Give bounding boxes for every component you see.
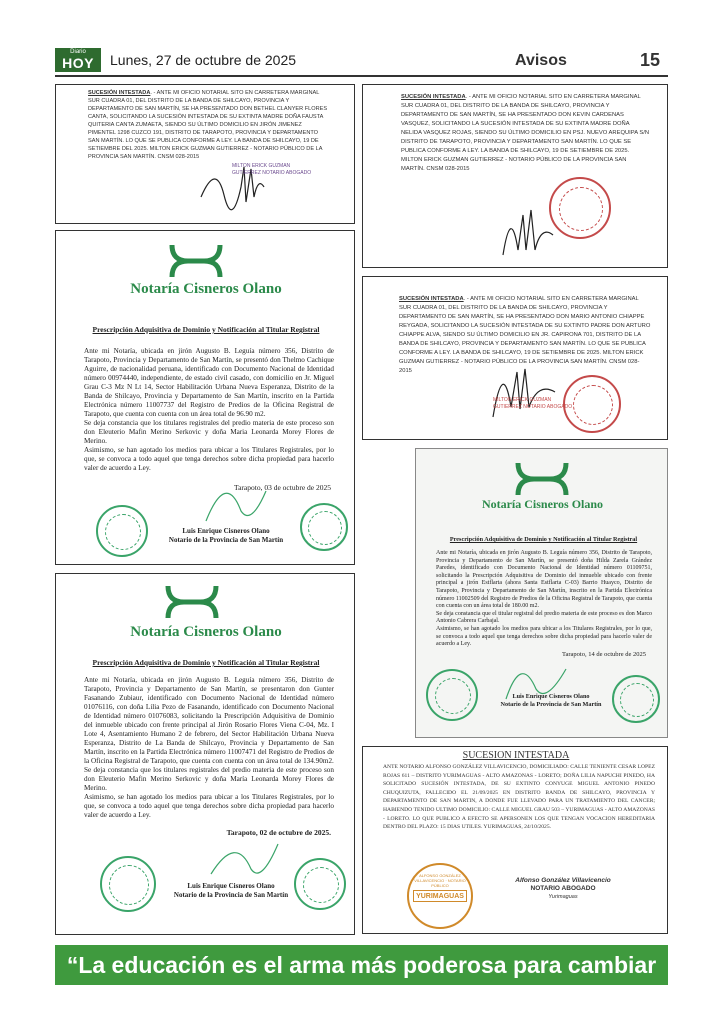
page-number: 15 [640,50,661,70]
seal-center-text: YURIMAGUAS [413,890,467,902]
paragraph-1: Ante mi Notaría, ubicada en jirón Augusto B. Leguía número 356, Distrito de Tarapoto, Provincia y Departamento de San Martín, se presentó doña Hilda Zarela Grández Paredes, identificado con Documento Nacional de Identidad número 01109751, solicitando la Prescripción Adquisitiva de Dominio del inmueble ubicado con frente principal a jirón Estflarta (ahora Santa Estflarta C-03) Barrio Huayco, Distrito de Tarapoto, Provincia y Departamento de San Martín, inscrito en la Partida Electrónica número 11002509 del Registro de Predios de la Oficina Registral de Tarapoto, que cuenta con cuenta con un área total de 180.00 m2. [436,550,652,610]
notary-seal [549,177,611,239]
notice-sucesion-1 [55,84,355,224]
notary-signature-block [156,882,306,900]
notice-body: . - ANTE MI OFICIO NOTARIAL SITO EN CARRETERA MARGINAL SUR CUADRA 01, DEL DISTRITO DE LA BANDA DE SHILCAYO, PROVINCIA Y DEPARTAMENTO DE SAN MARTÍN, SE HA PRESENTADO DON KEVIN CARDENAS VASQUEZ, SOLICITANDO LA SUCESIÓN INTESTADA DE SU EXTINTA MADRE DOÑA NELIDA VASQUEZ ROJAS, SIENDO SU ÚLTIMO DOMICILIO EN PSJ. NUEVO AREQUIPA S/N DISTRITO DE TARAPOTO, PROVINCIA Y DEPARTAMENTO SAN MARTÍN. LO QUE SE PUBLICA CONFORME A LEY. LA BANDA DE SHILCAYO, 19 DE SETIEMBRE DE 2025. MILTON ERICK GUZMAN GUTIERREZ - NOTARIO PÚBLICO DE LA PROVINCIA SAN MARTÍN. CNSM 028-2015 [401,94,650,172]
notice-title: SUCESIÓN INTESTADA [399,296,464,302]
notaria-name: Notaría Cisneros Olano [130,281,282,297]
paragraph-3: Asimismo, se han agotado los medios para ubicar a los Titulares Registrales, por lo que, se convoca a todo aquel que tenga derechos sobre dicha propiedad para hacerlo valer de acuerdo a Ley. [84,446,334,472]
paragraph-3: Asimismo, se han agotado los medios para ubicar a los Titulares Registrales, por lo que, se convoca a todo aquel que tenga derechos sobre dicha propiedad para hacerlo valer de acuerdo a Ley. [84,793,334,819]
notary-name: Luis Enrique Cisneros Olano [187,882,275,890]
notaria-name: Notaría Cisneros Olano [481,497,604,511]
paragraph-2: Se deja constancia que los titulares registrales del predio materia de este proceso son don Eleuterio Mafin Merino Serkovic y doña Maria Leonarda Morey Flores de Merino. [84,419,334,445]
paragraph-1: Ante mi Notaría, ubicada en jirón Augusto B. Leguía número 356, Distrito de Tarapoto, Provincia y Departamento de San Martín, se presentó don Thelmo Cachique Aguirre, de nacionalidad peruana, identificado con Documento Nacional de Identidad número 00974440, independiente, de estado civil casado, con domicilio en Jr. Miguel Grau C-3 Mz N Lt 14, Sector Habilitación Urbana Nueva Esperanza, Distrito de la Banda de Shilcayo, Provincia y Departamento de San Martín, inscrito en la Partida Electrónica número 11007737 del Registro de Predios de la Oficina Registral de Tarapoto, que cuenta con cuenta con un área total de 96.90 m2. [84,347,334,418]
notary-signature-block [156,527,296,545]
notice-heading: Prescripción Adquisitiva de Dominio y Notificación al Titular Registral [92,658,320,667]
notary-seal-left [100,856,156,912]
notice-text [88,89,328,161]
notice-date: Tarapoto, 14 de octubre de 2025 [561,651,646,658]
notary-stamp [503,877,623,901]
notary-title: Notario de la Provincia de San Martín [173,891,289,899]
signature [196,471,276,531]
notaria-ad-a [55,230,355,565]
notaria-ad-c [55,573,355,935]
paragraph-2: Se deja constancia que los titulares registrales del predio materia de este proceso son don Eleuterio Mafin Merino Serkovic y doña María Leonarda Morey Flores de Merino. [84,766,334,792]
notice-title: SUCESIÓN INTESTADA [88,90,151,96]
paragraph-2: Se deja constancia que el titular registral del predio materia de este proceso es don Marco Antonio Cabrera Carbajal. [436,610,652,625]
notary-seal-orange [407,863,473,929]
notary-seal-right [612,675,660,723]
notary-seal-left [96,505,148,557]
paragraph-1: Ante mi Notaría, ubicada en jirón Augusto B. Leguía número 356, Distrito de Tarapoto, Provincia y Departamento de San Martín, se presentaron don Gunter Fasanando Zubiaur, identificado con Documento Nacional de Identidad número 01076116, con doña Lilia Pezo de Fasanando, identificado con Documento Nacional de Identidad número 01076083, solicitando la Prescripción Adquisitiva de Dominio del inmueble ubicado con frente principal al Jirón Rosario Flores Viena C-04, Mz. I Lote 4, Asentamiento Humano 2 de febrero, del Sector Habilitación Urbana Nueva Esperanza, Distrito de La Banda de Shilcayo, Provincia y Departamento de San Martín, inscrito en la Partida Electrónica número 11007471 del Registro de Predios de la Oficina Registral de Tarapoto, que cuenta con cuenta con un área total de 134.90m2. [84,676,334,765]
notary-name: Luis Enrique Cisneros Olano [512,693,590,700]
notice-date: Tarapoto, 03 de octubre de 2025 [234,483,331,492]
notice-body: . - ANTE MI OFICIO NOTARIAL SITO EN CARRETERA MARGINAL SUR CUADRA 01, DEL DISTRITO DE LA BANDA DE SHILCAYO, PROVINCIA Y DEPARTAMENTO DE SAN MARTÍN, SE HA PRESENTADO DON BETHEL CLANYER FLORES CANTA, SOLICITANDO LA SUCESIÓN INTESTADA DE SU EXTINTA MADRE DOÑA FAUSTA QUITERIA CANTA ZUMAETA, SIENDO SU ÚLTIMO DOMICILIO EN JIRÓN JIMENEZ PIMENTEL 1298 CUZCO 191, DISTRITO DE TARAPOTO, PROVINCIA Y DEPARTAMENTO SAN MARTÍN. LO QUE SE PUBLICA CONFORME A LEY. LA BANDA DE SHILCAYO, 19 DE SETIEMBRE DEL 2025. MILTON ERICK GUZMAN GUTIERREZ - NOTARIO PÚBLICO DE LA PROVINCIA SAN MARTÍN. CNSM 028-2015 [88,90,328,160]
notary-seal-left [426,669,478,721]
notice-text [401,93,651,174]
notice-body [436,550,652,649]
logo-top-text: Diario [70,49,86,55]
notaria-logo-icon [514,459,570,497]
stamp-title: NOTARIO ABOGADO [530,885,596,892]
notary-signature-block [486,693,616,709]
newspaper-logo [55,48,101,72]
issue-date: Lunes, 27 de octubre de 2025 [110,52,297,68]
notary-seal-right [300,503,348,551]
notice-sucesion-2 [362,84,668,268]
notice-body: . - ANTE MI OFICIO NOTARIAL SITO EN CARRETERA MARGINAL SUR CUADRA 01, DEL DISTRITO DE LA BANDA DE SHILCAYO, PROVINCIA Y DEPARTAMENTO DE SAN MARTÍN, SE HA PRESENTADO DON MARIO ANTONIO CHIAPPE REYGADA, SOLICITANDO LA SUCESIÓN INTESTADA DE SU EXTINTO PADRE DON ARTURO CHIAPPE ALVA, SIENDO SU ÚLTIMO DOMICILIO EN JR. CAPIRONA 701, DISTRITO DE LA BANDA DE SHILCAYO, PROVINCIA Y DEPARTAMENTO SAN MARTÍN. LO QUE SE PUBLICA CONFORME A LEY. LA BANDA DE SHILCAYO, 19 DE SETIEMBRE DE 2025. MILTON ERICK GUZMAN GUTIERREZ - NOTARIO PÚBLICO DE LA PROVINCIA SAN MARTÍN. CNSM 028-2015 [399,296,651,374]
stamp-name: Alfonso González Villavicencio [515,877,611,884]
quote-banner: “La educación es el arma más poderosa para cambiar el mundo” [55,945,668,985]
signature [206,829,286,889]
notary-title: Notario de la Provincia de San Martín [168,536,284,544]
notice-heading: Prescripción Adquisitiva de Dominio y Notificación al Titular Registral [449,536,638,543]
notaria-logo-icon [164,582,220,620]
seal-ring-text: ALFONSO GONZÁLEZ VILLAVICENCIO · NOTARIO PÚBLICO [414,873,466,888]
notaria-name: Notaría Cisneros Olano [130,624,282,640]
notary-stamp-text: MILTON ERICK GUZMAN GUTIERREZ NOTARIO ABOGADO [493,397,573,410]
notice-date: Tarapoto, 02 de octubre de 2025. [226,828,331,837]
notary-name: Luis Enrique Cisneros Olano [182,527,270,535]
notaria-logo-icon [168,241,224,279]
notice-body [84,676,334,820]
notice-title: SUCESION INTESTADA [462,750,570,761]
stamp-city: Yurimaguas [548,894,578,900]
notary-stamp-text: MILTON ERICK GUZMAN GUTIERREZ NOTARIO ABOGADO [232,163,312,176]
header-rule [55,75,668,77]
notice-sucesion-3 [362,276,668,440]
notice-heading: Prescripción Adquisitiva de Dominio y Notificación al Titular Registral [92,325,320,334]
notary-seal [563,375,621,433]
signature [483,347,563,427]
notice-body [84,347,334,473]
notice-sucesion-yurimaguas [362,746,668,934]
notice-title: SUCESIÓN INTESTADA [401,94,466,100]
logo-main-text: HOY [62,55,94,71]
section-title: Avisos [515,52,567,69]
notary-title: Notario de la Provincia de San Martín [500,701,602,708]
notice-body: ANTE NOTARIO ALFONSO GONZÁLEZ VILLAVICENCIO, DOMICILIADO: CALLE TENIENTE CESAR LOPEZ ROJAS 611 – DISTRITO YURIMAGUAS - ALTO AMAZONAS - LORETO; DOÑA LILIA NAPUCHI PINEDO, HA SOLICITADO SUCESIÓN INTESTADA, DE SU EXTINTO CONYUGE MIGUEL ANTONIO PINEDO CHUQUIZUTA, FALLECIDO EL 21/09/2025 EN DISTRITO BANDA DE SHILCAYO, PROVINCIA Y DEPARTAMENTO DE SAN MARTIN, A DONDE FUE LLEVADO PARA UN TRATAMIENTO DEL CANCER; HABIENDO TENIDO ULTIMO DOMICILIO: CALLE MIGUEL GRAU 503 – YURIMAGUAS - ALTO AMAZONAS - LORETO. LO QUE PUBLICO A EFECTO SE APERSONEN LOS QUE TENGAN VOCACION HEREDITARIA DENTRO DEL PLAZO: 15 DIAS UTILES. YURIMAGUAS, 24/10/2025. [383,764,655,831]
paragraph-3: Asimismo, se han agotado los medios para ubicar a los Titulares Registrales, por lo que, se convoca a todo aquel que tenga derechos sobre dicha propiedad para hacerlo valer de acuerdo a Ley. [436,625,652,648]
notaria-ad-b [415,448,668,738]
